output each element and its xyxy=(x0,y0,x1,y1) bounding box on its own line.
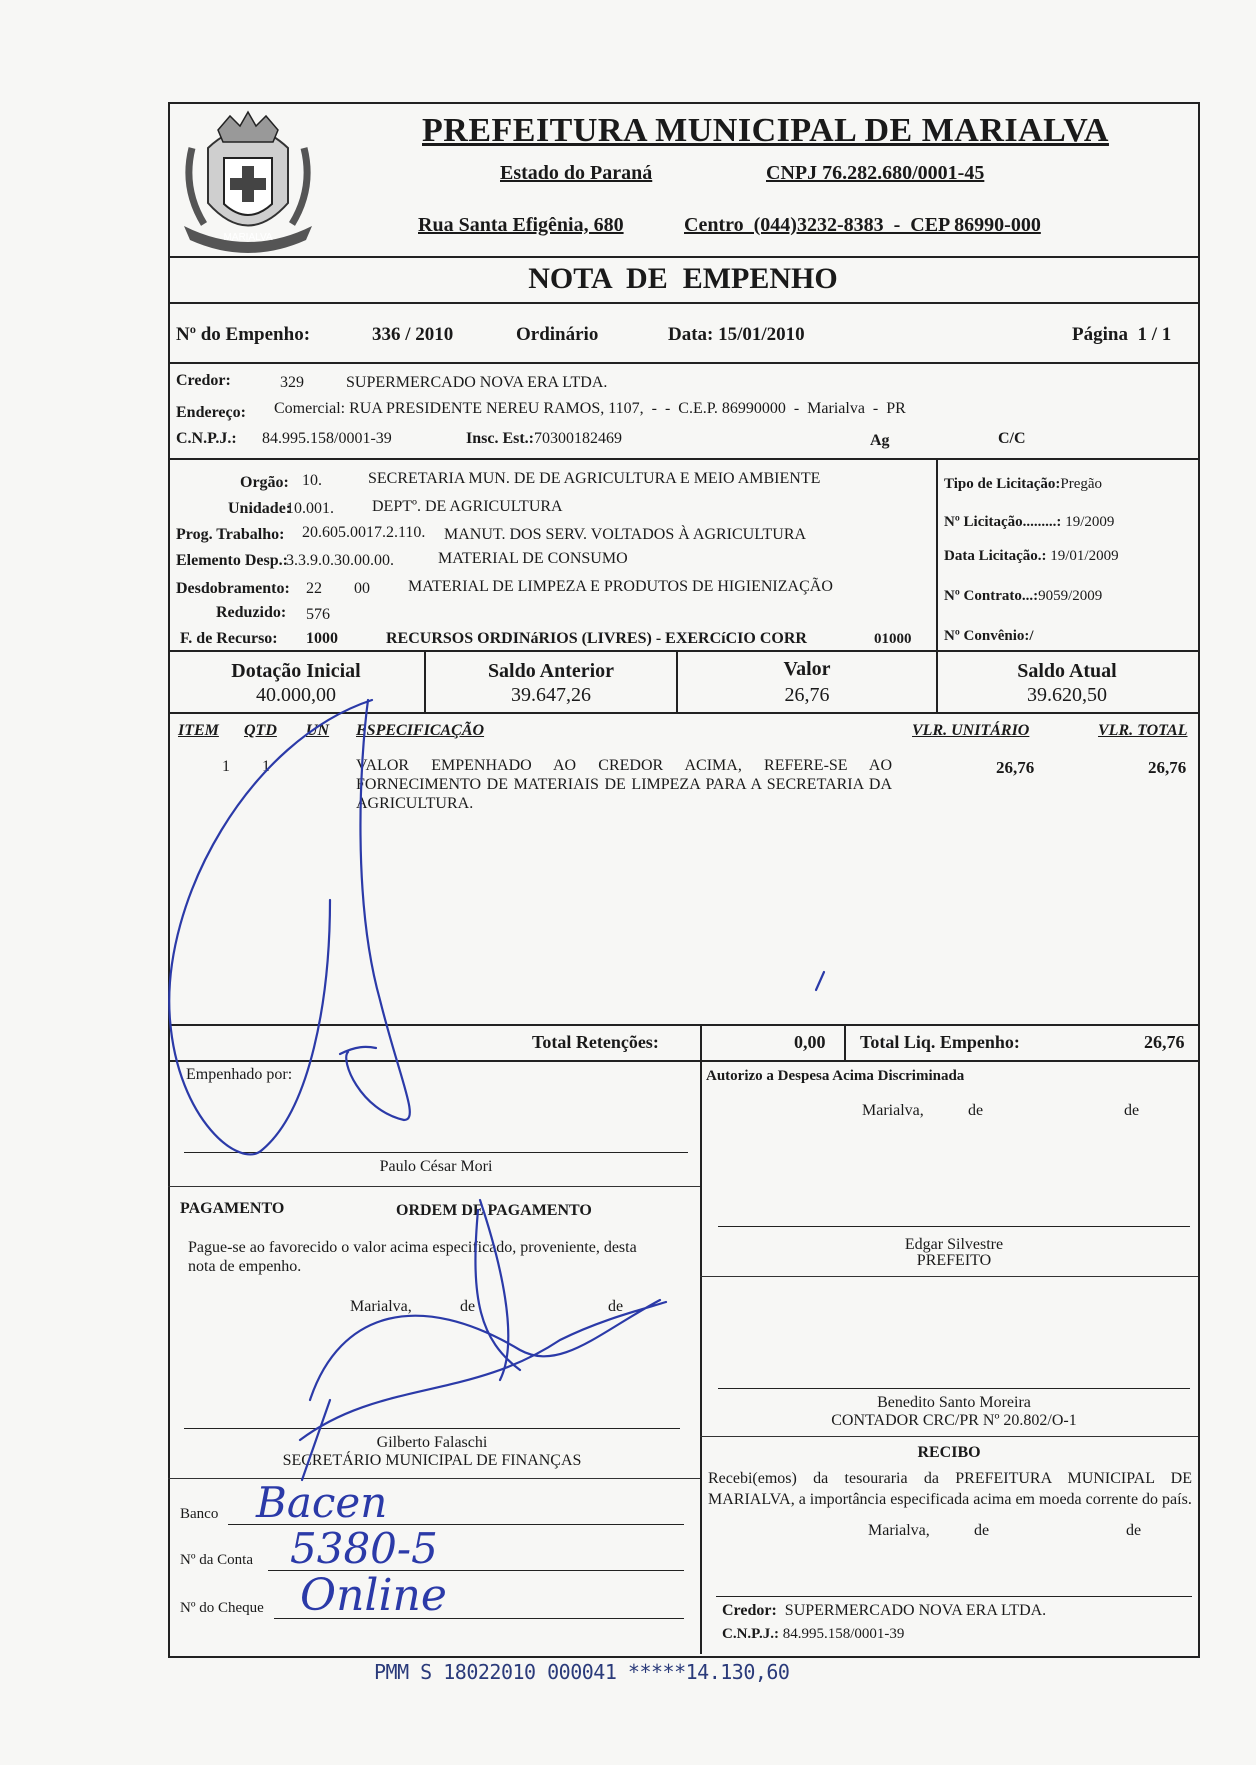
numero-convenio-label: Nº Convênio:/ xyxy=(944,628,1034,644)
desdobramento-sub: 00 xyxy=(354,580,370,597)
elemento-label: Elemento Desp.: xyxy=(176,552,288,569)
empenho-type: Ordinário xyxy=(516,324,599,345)
valor-value: 26,76 xyxy=(784,684,830,706)
desdobramento-code: 22 xyxy=(306,580,322,597)
numero-contrato-label: Nº Contrato...: xyxy=(944,588,1039,604)
credor-code: 329 xyxy=(280,374,304,391)
item-qtd: 1 xyxy=(262,758,270,775)
tipo-licitacao-label: Tipo de Licitação: xyxy=(944,476,1061,492)
numero-licitacao-label: Nº Licitação.........: xyxy=(944,514,1062,530)
orgao-label: Orgão: xyxy=(240,474,289,491)
col-header-total-value: VLR. TOTAL xyxy=(1098,722,1188,739)
cnpj-label: CNPJ 76.282.680/0001-45 xyxy=(766,162,985,184)
empenhado-por-label: Empenhado por: xyxy=(186,1066,293,1083)
elemento-desc: MATERIAL DE CONSUMO xyxy=(438,550,628,567)
conta-handwritten: 5380-5 xyxy=(290,1524,438,1573)
col-header-item: ITEM xyxy=(178,722,219,739)
pagamento-text: Pague-se ao favorecido o valor acima especificado, proveniente, desta nota de empenho. xyxy=(188,1239,637,1275)
autorizo-label: Autorizo a Despesa Acima Discriminada xyxy=(706,1068,965,1084)
pagamento-de-2: de xyxy=(608,1298,624,1315)
recibo-text: Recebi(emos) da tesouraria da PREFEITURA MUNICIPAL DE MARIALVA, a importância especificada acima em moeda corrente do país. xyxy=(708,1470,1192,1508)
unidade-label: Unidade: xyxy=(228,500,292,517)
prog-desc: MANUT. DOS SERV. VOLTADOS À AGRICULTURA xyxy=(444,526,807,543)
credor-cnpj: 84.995.158/0001-39 xyxy=(262,430,392,447)
conta-label: Nº da Conta xyxy=(180,1552,253,1568)
recibo-cnpj-value: 84.995.158/0001-39 xyxy=(782,1626,905,1642)
svg-text:MARIALVA: MARIALVA xyxy=(223,232,273,243)
pagamento-title: PAGAMENTO xyxy=(180,1200,285,1217)
recibo-de-2: de xyxy=(1126,1522,1142,1539)
orgao-code: 10. xyxy=(302,472,322,489)
cc-label: C/C xyxy=(998,430,1026,447)
recibo-city: Marialva, xyxy=(868,1522,930,1539)
payment-stamp: PMM S 18022010 000041 *****14.130,60 xyxy=(374,1660,790,1684)
recibo-title: RECIBO xyxy=(917,1444,981,1461)
recurso-code: 1000 xyxy=(306,630,338,647)
recurso-desc: RECURSOS ORDINáRIOS (LIVRES) - EXERCíCIO CORR xyxy=(386,630,807,647)
insc-value: 70300182469 xyxy=(534,430,622,447)
recurso-number: 01000 xyxy=(874,631,912,647)
banco-label: Banco xyxy=(180,1506,219,1522)
prog-label: Prog. Trabalho: xyxy=(176,526,285,543)
prefeito-nome: Edgar Silvestre xyxy=(904,1236,1004,1253)
item-total-value: 26,76 xyxy=(1148,758,1187,777)
contador-cargo: CONTADOR CRC/PR Nº 20.802/O-1 xyxy=(831,1412,1077,1429)
col-header-unit-value: VLR. UNITÁRIO xyxy=(912,722,1030,739)
recibo-cnpj-label: C.N.P.J.: xyxy=(722,1626,779,1642)
address-details: Centro (044)3232-8383 - CEP 86990-000 xyxy=(684,214,1041,236)
recurso-label: F. de Recurso: xyxy=(180,630,278,647)
state-label: Estado do Paraná xyxy=(500,162,653,184)
item-unit-value: 26,76 xyxy=(996,758,1035,777)
empenho-number: 336 / 2010 xyxy=(372,324,454,345)
col-header-un: UN xyxy=(306,722,330,739)
ordem-pagamento-title: ORDEM DE PAGAMENTO xyxy=(396,1202,592,1219)
reduzido-value: 576 xyxy=(306,606,330,623)
tipo-licitacao-value: Pregão xyxy=(1060,476,1103,492)
data-licitacao-label: Data Licitação.: xyxy=(944,548,1047,564)
empenho-date: Data: 15/01/2010 xyxy=(668,324,805,345)
page-number: Página 1 / 1 xyxy=(1072,324,1172,345)
recibo-de-1: de xyxy=(974,1522,990,1539)
empenho-number-label: Nº do Empenho: xyxy=(176,324,311,345)
unidade-code: 10.001. xyxy=(286,500,334,517)
pagamento-city: Marialva, xyxy=(350,1298,412,1315)
credor-address: Comercial: RUA PRESIDENTE NEREU RAMOS, 1107, - - C.E.P. 86990000 - Marialva - PR xyxy=(274,400,906,417)
col-header-especificacao: ESPECIFICAÇÃO xyxy=(356,722,485,739)
prog-code: 20.605.0017.2.110. xyxy=(302,524,426,541)
prefeito-cargo: PREFEITO xyxy=(916,1252,992,1269)
cheque-handwritten: Online xyxy=(300,1570,447,1621)
reduzido-label: Reduzido: xyxy=(216,604,287,621)
secretario-cargo: SECRETÁRIO MUNICIPAL DE FINANÇAS xyxy=(282,1452,582,1469)
data-licitacao-value: 19/01/2009 xyxy=(1050,548,1119,564)
address-street: Rua Santa Efigênia, 680 xyxy=(418,214,624,236)
secretario-nome: Gilberto Falaschi xyxy=(376,1434,488,1451)
cnpj-credor-label: C.N.P.J.: xyxy=(176,430,237,447)
insc-label: Insc. Est.: xyxy=(466,430,535,447)
credor-label: Credor: xyxy=(176,372,231,389)
autorizo-city: Marialva, xyxy=(862,1102,924,1119)
retencoes-label: Total Retenções: xyxy=(532,1032,659,1052)
numero-contrato-value: 9059/2009 xyxy=(1038,588,1103,604)
unidade-desc: DEPTº. DE AGRICULTURA xyxy=(372,498,563,515)
municipality-title: PREFEITURA MUNICIPAL DE MARIALVA xyxy=(422,112,1109,149)
autorizo-de-1: de xyxy=(968,1102,984,1119)
ag-label: Ag xyxy=(870,432,890,449)
liquido-label: Total Liq. Empenho: xyxy=(860,1032,1020,1052)
saldo-atual-label: Saldo Atual xyxy=(1017,660,1117,682)
retencoes-value: 0,00 xyxy=(794,1032,826,1052)
item-description: VALOR EMPENHADO AO CREDOR ACIMA, REFERE-SE AO FORNECIMENTO DE MATERIAIS DE LIMPEZA PARA A SECRETARIA DA AGRICULTURA. xyxy=(356,757,892,812)
liquido-value: 26,76 xyxy=(1144,1032,1185,1052)
col-header-qtd: QTD xyxy=(244,722,277,739)
banco-handwritten: Bacen xyxy=(256,1478,388,1527)
desdobramento-desc: MATERIAL DE LIMPEZA E PRODUTOS DE HIGIENIZAÇÃO xyxy=(408,578,833,595)
document-title: NOTA DE EMPENHO xyxy=(528,262,838,295)
credor-name: SUPERMERCADO NOVA ERA LTDA. xyxy=(346,374,608,391)
desdobramento-label: Desdobramento: xyxy=(176,580,290,597)
item-number: 1 xyxy=(222,758,230,775)
contador-nome: Benedito Santo Moreira xyxy=(877,1394,1031,1411)
valor-label: Valor xyxy=(783,658,831,680)
autorizo-de-2: de xyxy=(1124,1102,1140,1119)
cheque-label: Nº do Cheque xyxy=(180,1600,264,1616)
elemento-code: 3.3.9.0.30.00.00. xyxy=(286,552,394,569)
pagamento-de-1: de xyxy=(460,1298,476,1315)
orgao-desc: SECRETARIA MUN. DE DE AGRICULTURA E MEIO AMBIENTE xyxy=(368,470,821,487)
dotacao-value: 40.000,00 xyxy=(256,684,336,706)
saldo-atual-value: 39.620,50 xyxy=(1027,684,1107,706)
recibo-credor-label: Credor: xyxy=(722,1602,777,1619)
saldo-anterior-value: 39.647,26 xyxy=(511,684,591,706)
dotacao-label: Dotação Inicial xyxy=(231,660,361,682)
empenhado-por-nome: Paulo César Mori xyxy=(379,1158,493,1175)
saldo-anterior-label: Saldo Anterior xyxy=(487,660,615,682)
numero-licitacao-value: 19/2009 xyxy=(1065,514,1115,530)
recibo-credor-name: SUPERMERCADO NOVA ERA LTDA. xyxy=(784,1602,1047,1619)
endereco-label: Endereço: xyxy=(176,404,246,421)
